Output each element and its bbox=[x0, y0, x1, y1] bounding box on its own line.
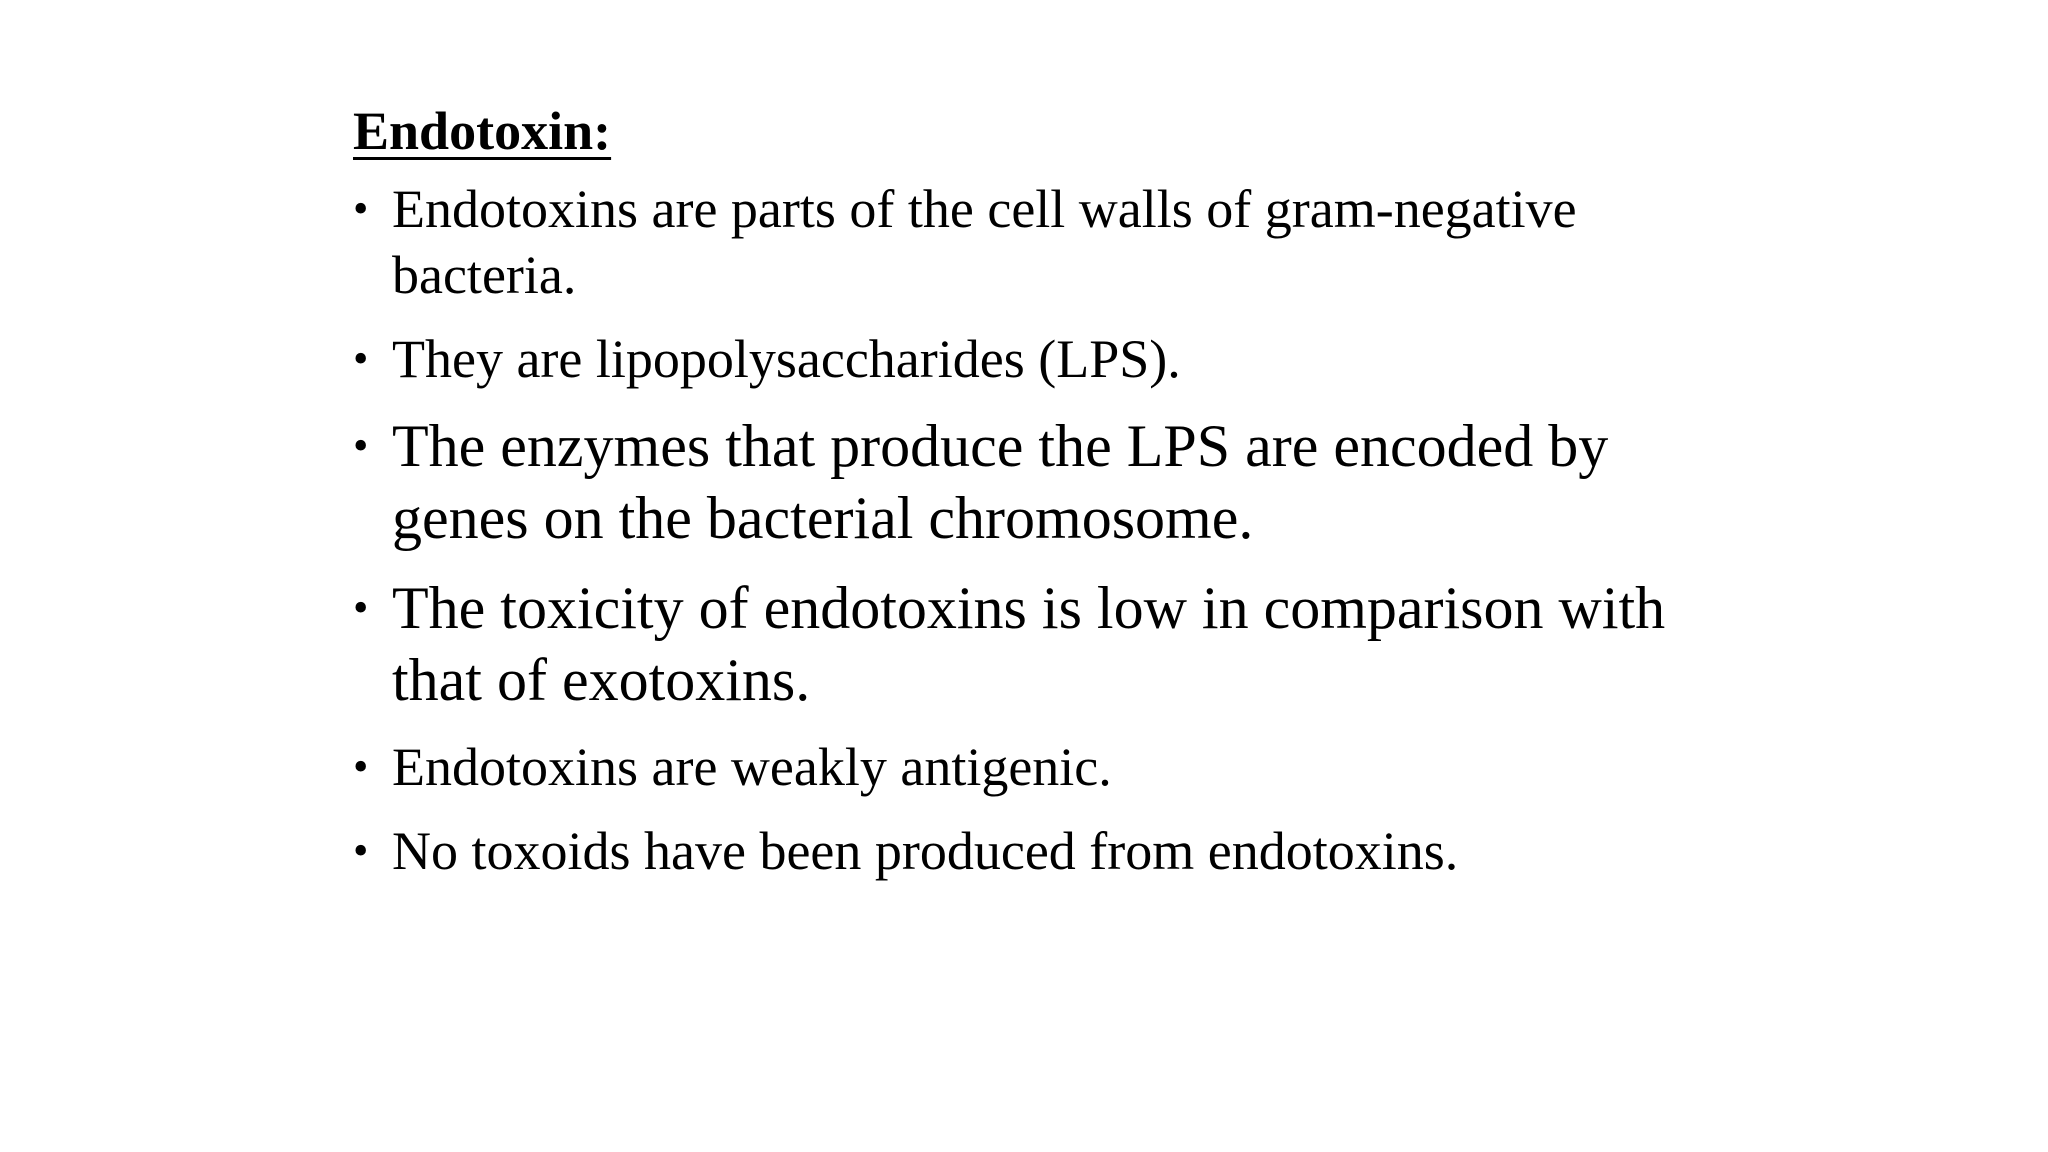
bullet-icon: • bbox=[353, 826, 369, 875]
bullet-icon: • bbox=[353, 421, 369, 470]
bullet-text: The toxicity of endotoxins is low in comparison with that of exotoxins. bbox=[392, 575, 1666, 713]
bullet-text: No toxoids have been produced from endotoxins. bbox=[392, 821, 1459, 881]
bullet-text: Endotoxins are parts of the cell walls of gram-negative bacteria. bbox=[392, 179, 1577, 305]
bullet-item bbox=[353, 734, 1743, 800]
bullet-item bbox=[353, 410, 1743, 554]
bullet-text: The enzymes that produce the LPS are encoded by genes on the bacterial chromosome. bbox=[392, 413, 1609, 551]
bullet-list bbox=[353, 176, 1743, 884]
bullet-text: They are lipopolysaccharides (LPS). bbox=[392, 329, 1181, 389]
bullet-item bbox=[353, 176, 1743, 308]
slide-content bbox=[353, 96, 1743, 902]
bullet-item bbox=[353, 572, 1743, 716]
slide-heading: Endotoxin: bbox=[353, 101, 612, 161]
bullet-icon: • bbox=[353, 742, 369, 791]
bullet-icon: • bbox=[353, 334, 369, 383]
bullet-text: Endotoxins are weakly antigenic. bbox=[392, 737, 1112, 797]
bullet-icon: • bbox=[353, 583, 369, 632]
bullet-item bbox=[353, 326, 1743, 392]
bullet-icon: • bbox=[353, 184, 369, 233]
bullet-item bbox=[353, 818, 1743, 884]
